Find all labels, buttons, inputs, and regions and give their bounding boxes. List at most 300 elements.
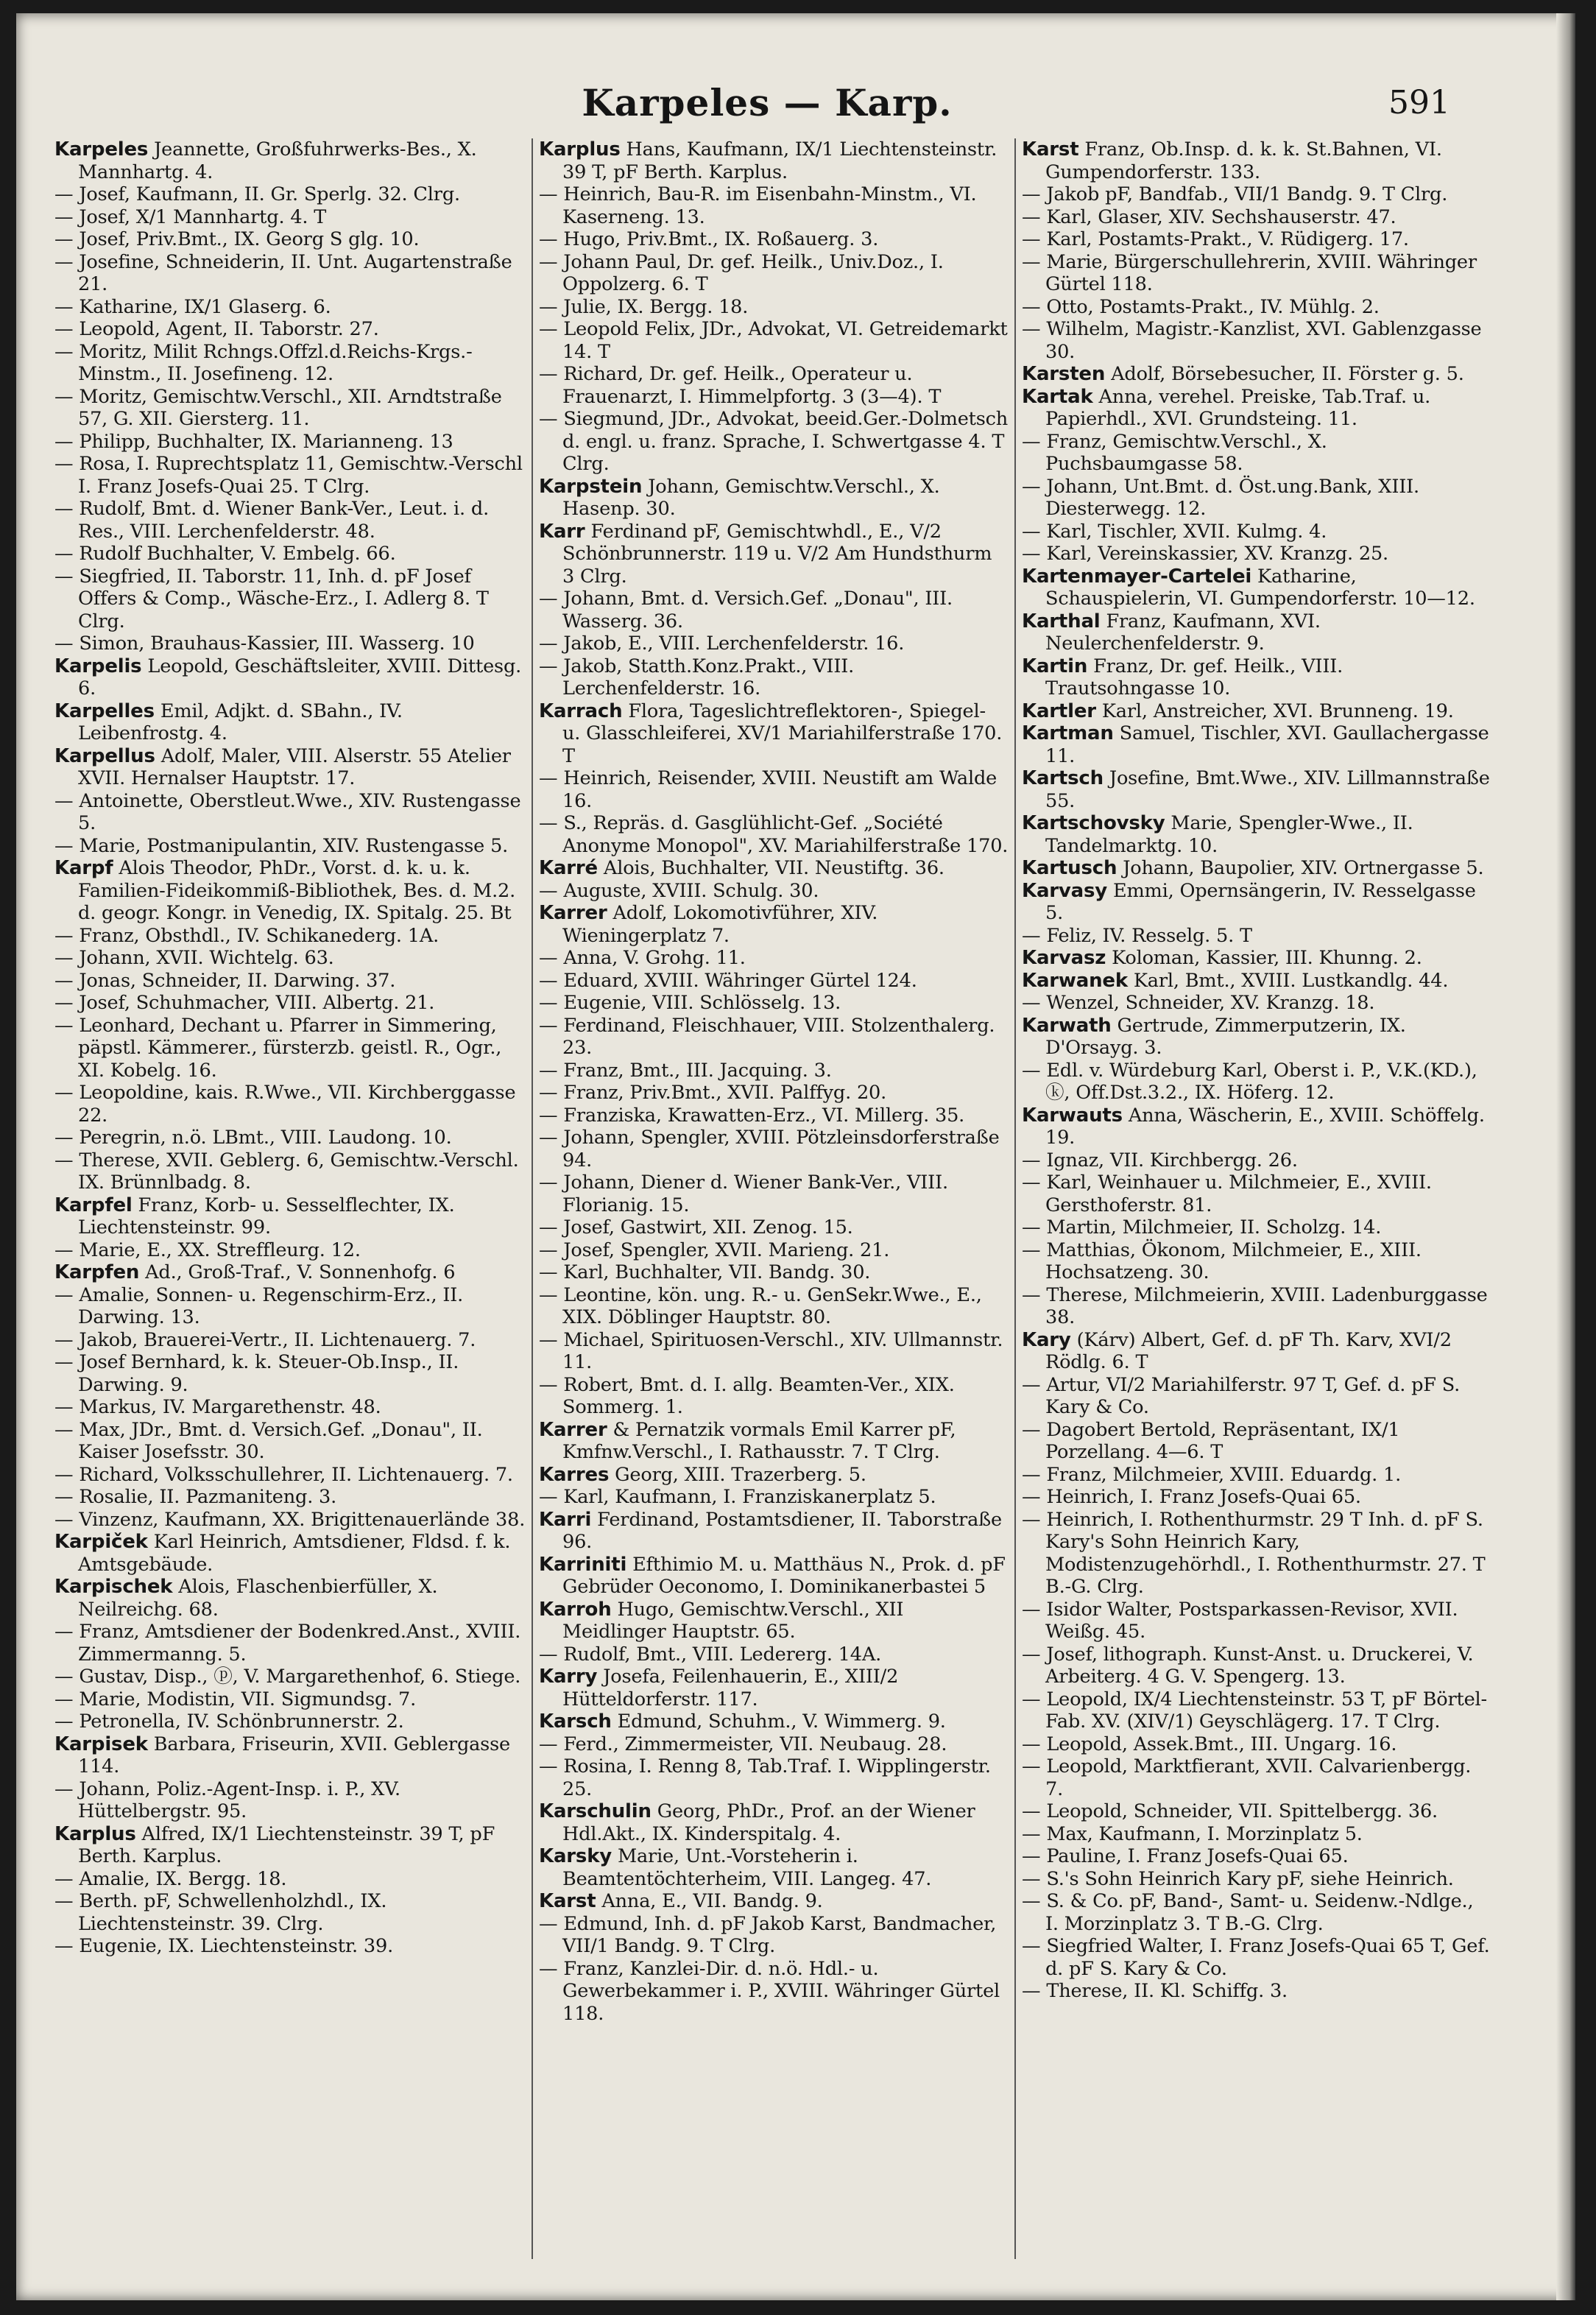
directory-entry bbox=[539, 1464, 1009, 1487]
entry-details: Emmi, Opernsängerin, IV. Resselgasse 5. bbox=[1045, 879, 1476, 924]
directory-entry bbox=[1022, 1890, 1491, 1935]
entry-details: Anna, E., VII. Bandg. 9. bbox=[596, 1890, 823, 1912]
entry-surname: Kartusch bbox=[1022, 857, 1117, 879]
directory-entry bbox=[539, 408, 1009, 476]
entry-details: Alfred, IX/1 Liechtensteinstr. 39 T, pF Berth. Karplus. bbox=[78, 1822, 495, 1867]
directory-entry bbox=[54, 745, 526, 790]
directory-entry bbox=[1022, 476, 1491, 521]
entry-details: — Josef, Spengler, XVII. Marieng. 21. bbox=[539, 1238, 890, 1261]
directory-entry bbox=[1022, 543, 1491, 565]
entry-details: — Josefine, Schneiderin, II. Unt. Augartenstraße 21. bbox=[54, 250, 512, 295]
entry-details: — Max, JDr., Bmt. d. Versich.Gef. „Donau", II. Kaiser Josefsstr. 30. bbox=[54, 1418, 483, 1463]
directory-entry bbox=[539, 1216, 1009, 1239]
directory-entry bbox=[1022, 183, 1491, 206]
directory-entry bbox=[539, 318, 1009, 363]
entry-details: — Josef, Priv.Bmt., IX. Georg S glg. 10. bbox=[54, 228, 420, 250]
entry-details: Flora, Tageslichtreflektoren-, Spiegel- u. Glasschleiferei, XV/1 Mariahilferstraße 170. T bbox=[562, 700, 1003, 767]
directory-entry bbox=[539, 1958, 1009, 2026]
directory-entry bbox=[54, 251, 526, 296]
directory-entry bbox=[539, 1284, 1009, 1329]
directory-entry bbox=[1022, 296, 1491, 319]
entry-surname: Karvasz bbox=[1022, 947, 1106, 969]
entry-details: — Heinrich, Bau-R. im Eisenbahn-Minstm., VI. Kaserneng. 13. bbox=[539, 183, 977, 228]
directory-entry bbox=[539, 1127, 1009, 1171]
entry-surname: Karrach bbox=[539, 700, 623, 722]
entry-details: — Moritz, Gemischtw.Verschl., XII. Arndtstraße 57, G. XII. Giersterg. 11. bbox=[54, 385, 502, 430]
entry-details: — Siegfried Walter, I. Franz Josefs-Quai 65 T, Gef. d. pF S. Kary & Co. bbox=[1022, 1935, 1490, 1980]
directory-entry bbox=[539, 1015, 1009, 1060]
entry-surname: Karrer bbox=[539, 1418, 607, 1441]
entry-details: Emil, Adjkt. d. SBahn., IV. Leibenfrostg. 4. bbox=[78, 700, 403, 744]
directory-entry bbox=[54, 857, 526, 925]
entry-details: Ad., Groß-Traf., V. Sonnenhofg. 6 bbox=[139, 1261, 456, 1283]
entry-details: — Marie, E., XX. Streffleurg. 12. bbox=[54, 1238, 361, 1261]
entry-details: — Marie, Postmanipulantin, XIV. Rustengasse 5. bbox=[54, 834, 509, 857]
entry-details: — Leopold Felix, JDr., Advokat, VI. Getreidemarkt 14. T bbox=[539, 318, 1008, 363]
entry-surname: Karriniti bbox=[539, 1553, 627, 1576]
entry-details: — Jakob, E., VIII. Lerchenfelderstr. 16. bbox=[539, 633, 905, 655]
entry-details: Karl, Anstreicher, XVI. Brunneng. 19. bbox=[1095, 700, 1454, 722]
directory-entry bbox=[54, 700, 526, 745]
entry-details: Franz, Ob.Insp. d. k. k. St.Bahnen, VI. Gumpendorferstr. 133. bbox=[1045, 138, 1442, 183]
entry-details: Karl, Bmt., XVIII. Lustkandlg. 44. bbox=[1127, 969, 1449, 992]
directory-entry bbox=[539, 1374, 1009, 1419]
entry-surname: Karsch bbox=[539, 1710, 612, 1733]
entry-details: — Wilhelm, Magistr.-Kanzlist, XVI. Gablenzgasse 30. bbox=[1022, 318, 1482, 363]
entry-details: — Ferd., Zimmermeister, VII. Neubaug. 28. bbox=[539, 1733, 947, 1755]
directory-entry bbox=[54, 1868, 526, 1891]
entry-details: — Jakob, Brauerei-Vertr., II. Lichtenauerg. 7. bbox=[54, 1328, 476, 1351]
entry-details: — Philipp, Buchhalter, IX. Marianneng. 13 bbox=[54, 430, 453, 453]
directory-entry bbox=[1022, 1643, 1491, 1688]
entry-surname: Kartin bbox=[1022, 655, 1088, 677]
entry-details: — Franz, Milchmeier, XVIII. Eduardg. 1. bbox=[1022, 1463, 1402, 1486]
entry-details: — Artur, VI/2 Mariahilferstr. 97 T, Gef. d. pF S. Kary & Co. bbox=[1022, 1373, 1461, 1418]
entry-details: — Anna, V. Grohg. 11. bbox=[539, 947, 746, 969]
directory-entry bbox=[54, 1778, 526, 1823]
entry-details: — Heinrich, I. Franz Josefs-Quai 65. bbox=[1022, 1486, 1361, 1508]
directory-entry bbox=[1022, 1419, 1491, 1464]
entry-surname: Karst bbox=[539, 1890, 596, 1912]
entry-details: — Marie, Modistin, VII. Sigmundsg. 7. bbox=[54, 1688, 417, 1710]
directory-entry bbox=[1022, 992, 1491, 1015]
entry-surname: Karry bbox=[539, 1666, 598, 1688]
entry-details: — Johann, Spengler, XVIII. Pötzleinsdorferstraße 94. bbox=[539, 1127, 1000, 1171]
directory-entry bbox=[1022, 1060, 1491, 1104]
directory-entry bbox=[54, 1329, 526, 1352]
entry-surname: Karthal bbox=[1022, 610, 1101, 633]
page-header-title: Karpeles — Karp. bbox=[582, 81, 953, 124]
directory-entry bbox=[1022, 1104, 1491, 1149]
entry-surname: Karr bbox=[539, 520, 585, 543]
entry-details: — Karl, Weinhauer u. Milchmeier, E., XVIII. Gersthoferstr. 81. bbox=[1022, 1171, 1432, 1216]
directory-entry bbox=[54, 386, 526, 431]
entry-surname: Kartler bbox=[1022, 700, 1096, 722]
entry-details: — Josef, Gastwirt, XII. Zenog. 15. bbox=[539, 1216, 853, 1238]
entry-details: Alois Theodor, PhDr., Vorst. d. k. u. k. Familien-Fideikommiß-Bibliothek, Bes. d. M.2. d. geogr. Kongr. in Venedig, IX. Spitalg. 25. Bt bbox=[78, 857, 516, 924]
entry-surname: Karri bbox=[539, 1508, 592, 1531]
entry-details: Adolf, Börsebesucher, II. Förster g. 5. bbox=[1105, 363, 1464, 385]
entry-details: Ferdinand, Postamtsdiener, II. Taborstraße 96. bbox=[562, 1508, 1002, 1553]
entry-details: (Kárv) Albert, Gef. d. pF Th. Karv, XVI/2 Rödlg. 6. T bbox=[1045, 1328, 1452, 1373]
directory-entry bbox=[1022, 1149, 1491, 1172]
directory-entry bbox=[1022, 1239, 1491, 1284]
directory-entry bbox=[1022, 1509, 1491, 1599]
entry-details: Barbara, Friseurin, XVII. Geblergasse 114. bbox=[78, 1733, 510, 1777]
directory-entry bbox=[1022, 925, 1491, 948]
entry-details: — Richard, Dr. gef. Heilk., Operateur u. Frauenarzt, I. Himmelpfortg. 3 (3—4). T bbox=[539, 363, 942, 408]
entry-surname: Karpfen bbox=[54, 1261, 140, 1283]
directory-entry bbox=[54, 1127, 526, 1149]
entry-details: — Johann, Bmt. d. Versich.Gef. „Donau", III. Wasserg. 36. bbox=[539, 588, 953, 633]
entry-details: — Ignaz, VII. Kirchbergg. 26. bbox=[1022, 1149, 1298, 1171]
entry-details: — Rudolf, Bmt. d. Wiener Bank-Ver., Leut. i. d. Res., VIII. Lerchenfelderstr. 48. bbox=[54, 498, 490, 543]
entry-surname: Kartsch bbox=[1022, 767, 1104, 789]
entry-surname: Kartak bbox=[1022, 385, 1093, 408]
directory-entry bbox=[1022, 251, 1491, 296]
entry-surname: Karpstein bbox=[539, 475, 643, 498]
entry-details: Gertrude, Zimmerputzerin, IX. D'Orsayg. 3. bbox=[1045, 1014, 1406, 1059]
entry-details: Katharine, Schauspielerin, VI. Gumpendorferstr. 10—12. bbox=[1045, 565, 1475, 610]
entry-details: — Robert, Bmt. d. I. allg. Beamten-Ver., XIX. Sommerg. 1. bbox=[539, 1373, 955, 1418]
directory-entry bbox=[1022, 1845, 1491, 1868]
directory-entry bbox=[54, 1621, 526, 1666]
directory-entry bbox=[539, 633, 1009, 655]
entry-details: — S.'s Sohn Heinrich Kary pF, siehe Heinrich. bbox=[1022, 1867, 1454, 1890]
entry-details: & Pernatzik vormals Emil Karrer pF, Kmfnw.Verschl., I. Rathausstr. 7. T Clrg. bbox=[562, 1418, 956, 1463]
directory-entry bbox=[539, 1755, 1009, 1800]
directory-entry bbox=[54, 1015, 526, 1082]
directory-entry bbox=[539, 1104, 1009, 1127]
directory-entry bbox=[54, 1688, 526, 1711]
page-edge bbox=[1556, 13, 1575, 2300]
entry-surname: Karst bbox=[1022, 138, 1079, 161]
entry-details: — Amalie, Sonnen- u. Regenschirm-Erz., II. Darwing. 13. bbox=[54, 1283, 464, 1328]
entry-details: — Franz, Priv.Bmt., XVII. Palffyg. 20. bbox=[539, 1082, 887, 1104]
entry-details: Anna, verehel. Preiske, Tab.Traf. u. Papierhdl., XVI. Grundsteing. 11. bbox=[1045, 385, 1431, 430]
entry-details: — Karl, Vereinskassier, XV. Kranzg. 25. bbox=[1022, 543, 1388, 565]
directory-entry bbox=[1022, 947, 1491, 970]
directory-entry bbox=[539, 902, 1009, 947]
entry-details: — Matthias, Ökonom, Milchmeier, E., XIII. Hochsatzeng. 30. bbox=[1022, 1238, 1422, 1283]
entry-details: — Berth. pF, Schwellenholzhdl., IX. Liechtensteinstr. 39. Clrg. bbox=[54, 1890, 387, 1935]
entry-details: — Karl, Postamts-Prakt., V. Rüdigerg. 17. bbox=[1022, 228, 1409, 250]
directory-entry bbox=[1022, 1823, 1491, 1846]
entry-details: — Franz, Gemischtw.Verschl., X. Puchsbaumgasse 58. bbox=[1022, 430, 1327, 475]
entry-details: — Ferdinand, Fleischhauer, VIII. Stolzenthalerg. 23. bbox=[539, 1014, 995, 1059]
entry-details: Edmund, Schuhm., V. Wimmerg. 9. bbox=[611, 1710, 946, 1733]
directory-entry bbox=[1022, 1733, 1491, 1756]
directory-entry bbox=[539, 1082, 1009, 1104]
entry-details: — Rudolf Buchhalter, V. Embelg. 66. bbox=[54, 543, 396, 565]
entry-surname: Karpf bbox=[54, 857, 113, 879]
entry-details: Johann, Gemischtw.Verschl., X. Hasenp. 30. bbox=[562, 475, 940, 520]
directory-entry bbox=[1022, 318, 1491, 363]
directory-entry bbox=[539, 296, 1009, 319]
directory-entry bbox=[1022, 1688, 1491, 1733]
entry-details: — Therese, II. Kl. Schiffg. 3. bbox=[1022, 1980, 1288, 2002]
entry-details: — Eugenie, IX. Liechtensteinstr. 39. bbox=[54, 1935, 394, 1957]
entry-details: Georg, PhDr., Prof. an der Wiener Hdl.Akt., IX. Kinderspitalg. 4. bbox=[562, 1800, 975, 1845]
entry-details: — Markus, IV. Margarethenstr. 48. bbox=[54, 1396, 381, 1418]
entry-surname: Karroh bbox=[539, 1598, 612, 1621]
entry-details: Adolf, Maler, VIII. Alserstr. 55 Atelier XVII. Hernalser Hauptstr. 17. bbox=[78, 744, 511, 789]
directory-entry bbox=[539, 1554, 1009, 1599]
page-number: 591 bbox=[1388, 84, 1450, 121]
directory-entry bbox=[54, 341, 526, 386]
entry-surname: Kary bbox=[1022, 1328, 1071, 1351]
column-right bbox=[1014, 138, 1497, 2259]
entry-details: — Siegmund, JDr., Advokat, beeid.Ger.-Dolmetsch d. engl. u. franz. Sprache, I. Schwertgasse 4. T Clrg. bbox=[539, 408, 1009, 475]
directory-entry bbox=[539, 1509, 1009, 1554]
entry-details: — Leopold, Assek.Bmt., III. Ungarg. 16. bbox=[1022, 1733, 1397, 1755]
entry-details: — Pauline, I. Franz Josefs-Quai 65. bbox=[1022, 1845, 1349, 1867]
entry-details: — Feliz, IV. Resselg. 5. T bbox=[1022, 924, 1252, 947]
directory-entry bbox=[539, 1800, 1009, 1845]
directory-entry bbox=[54, 655, 526, 700]
entry-details: — Karl, Buchhalter, VII. Bandg. 30. bbox=[539, 1261, 871, 1283]
entry-details: — Auguste, XVIII. Schulg. 30. bbox=[539, 879, 819, 902]
directory-entry bbox=[1022, 521, 1491, 543]
entry-details: — Heinrich, I. Rothenthurmstr. 29 T Inh. d. pF S. Kary's Sohn Heinrich Kary, Modistenzugehörhdl., I. Rothenthurmstr. 27. T B.-G. Clrg. bbox=[1022, 1508, 1486, 1598]
entry-details: — Leopold, Schneider, VII. Spittelbergg. 36. bbox=[1022, 1800, 1438, 1822]
directory-entry bbox=[54, 992, 526, 1015]
directory-entry bbox=[1022, 812, 1491, 857]
entry-details: — Franziska, Krawatten-Erz., VI. Millerg. 35. bbox=[539, 1104, 965, 1127]
entry-surname: Karres bbox=[539, 1463, 610, 1486]
directory-entry bbox=[54, 1464, 526, 1487]
directory-entry bbox=[54, 1284, 526, 1329]
entry-details: — Josef Bernhard, k. k. Steuer-Ob.Insp., II. Darwing. 9. bbox=[54, 1351, 459, 1396]
directory-entry bbox=[539, 1890, 1009, 1913]
entry-details: — Wenzel, Schneider, XV. Kranzg. 18. bbox=[1022, 992, 1375, 1014]
entry-details: Adolf, Lokomotivführer, XIV. Wieningerplatz 7. bbox=[562, 902, 878, 947]
entry-details: — Edmund, Inh. d. pF Jakob Karst, Bandmacher, VII/1 Bandg. 9. T Clrg. bbox=[539, 1912, 997, 1957]
directory-entry bbox=[1022, 1599, 1491, 1643]
entry-details: — Peregrin, n.ö. LBmt., VIII. Laudong. 10. bbox=[54, 1127, 452, 1149]
directory-entry bbox=[539, 251, 1009, 296]
directory-entry bbox=[1022, 767, 1491, 812]
entry-details: Jeannette, Großfuhrwerks-Bes., X. Mannhartg. 4. bbox=[78, 138, 477, 183]
column-middle bbox=[532, 138, 1014, 2259]
directory-entry bbox=[539, 857, 1009, 880]
directory-entry bbox=[539, 1733, 1009, 1756]
directory-entry bbox=[1022, 857, 1491, 880]
directory-entry bbox=[1022, 700, 1491, 723]
entry-surname: Kartenmayer-Cartelei bbox=[1022, 565, 1252, 588]
directory-entry bbox=[1022, 880, 1491, 925]
directory-entry bbox=[54, 835, 526, 858]
directory-entry bbox=[54, 1351, 526, 1396]
entry-surname: Karpiček bbox=[54, 1531, 148, 1553]
directory-entry bbox=[1022, 1755, 1491, 1800]
directory-entry bbox=[54, 1194, 526, 1239]
directory-entry bbox=[539, 1060, 1009, 1082]
directory-entry bbox=[539, 138, 1009, 183]
entry-details: Marie, Unt.-Vorsteherin i. Beamtentöchterheim, VIII. Langeg. 47. bbox=[562, 1845, 932, 1890]
entry-details: — Johann, Poliz.-Agent-Insp. i. P., XV. Hüttelbergstr. 95. bbox=[54, 1777, 400, 1822]
directory-entry bbox=[54, 183, 526, 206]
directory-entry bbox=[54, 1396, 526, 1419]
directory-entry bbox=[539, 1486, 1009, 1509]
directory-entry bbox=[54, 228, 526, 251]
entry-surname: Karpellus bbox=[54, 744, 155, 767]
entry-surname: Karrer bbox=[539, 902, 607, 924]
entry-details: — Karl, Glaser, XIV. Sechshauserstr. 47. bbox=[1022, 205, 1396, 228]
directory-entry bbox=[1022, 1284, 1491, 1329]
entry-details: — Franz, Bmt., III. Jacquing. 3. bbox=[539, 1059, 832, 1082]
directory-entry bbox=[1022, 1935, 1491, 1980]
directory-entry bbox=[54, 1531, 526, 1576]
entry-details: — Max, Kaufmann, I. Morzinplatz 5. bbox=[1022, 1822, 1363, 1845]
directory-entry bbox=[54, 1261, 526, 1284]
entry-details: Josefine, Bmt.Wwe., XIV. Lillmannstraße 55. bbox=[1045, 767, 1490, 812]
directory-entry bbox=[539, 521, 1009, 588]
directory-entry bbox=[54, 1576, 526, 1621]
entry-surname: Karpelles bbox=[54, 700, 155, 722]
entry-details: — Dagobert Bertold, Repräsentant, IX/1 Porzellang. 4—6. T bbox=[1022, 1418, 1400, 1463]
directory-entry bbox=[54, 925, 526, 948]
entry-details: Franz, Korb- u. Sesselflechter, IX. Liechtensteinstr. 99. bbox=[78, 1194, 455, 1238]
entry-details: — S. & Co. pF, Band-, Samt- u. Seidenw.-Ndlge., I. Morzinplatz 3. T B.-G. Clrg. bbox=[1022, 1890, 1474, 1935]
directory-entry bbox=[539, 812, 1009, 857]
directory-entry bbox=[539, 970, 1009, 993]
entry-details: — Rosa, I. Ruprechtsplatz 11, Gemischtw.-Verschl I. Franz Josefs-Quai 25. T Clrg. bbox=[54, 453, 523, 498]
entry-details: — Hugo, Priv.Bmt., IX. Roßauerg. 3. bbox=[539, 228, 879, 250]
directory-entry bbox=[539, 1643, 1009, 1666]
entry-details: — Leontine, kön. ung. R.- u. GenSekr.Wwe., E., XIX. Döblinger Hauptstr. 80. bbox=[539, 1283, 982, 1328]
directory-entry bbox=[539, 700, 1009, 768]
entry-details: Karl Heinrich, Amtsdiener, Fldsd. f. k. Amtsgebäude. bbox=[78, 1531, 511, 1576]
directory-entry bbox=[1022, 1329, 1491, 1374]
directory-entry bbox=[539, 228, 1009, 251]
directory-entry bbox=[1022, 138, 1491, 183]
entry-details: — Franz, Obsthdl., IV. Schikanederg. 1A. bbox=[54, 924, 439, 947]
directory-entry bbox=[54, 970, 526, 993]
entry-details: Ferdinand pF, Gemischtwhdl., E., V/2 Schönbrunnerstr. 119 u. V/2 Am Hundsthurm 3 Clrg. bbox=[562, 520, 992, 588]
directory-entry bbox=[54, 1509, 526, 1532]
entry-details: — Simon, Brauhaus-Kassier, III. Wasserg. 10 bbox=[54, 633, 475, 655]
entry-surname: Karwanek bbox=[1022, 969, 1128, 992]
entry-details: Hugo, Gemischtw.Verschl., XII Meidlinger Hauptstr. 65. bbox=[562, 1598, 904, 1643]
entry-details: Franz, Kaufmann, XVI. Neulerchenfelderstr. 9. bbox=[1045, 610, 1321, 655]
entry-details: — Moritz, Milit Rchngs.Offzl.d.Reichs-Krgs.-Minstm., II. Josefineng. 12. bbox=[54, 340, 473, 385]
directory-entry bbox=[54, 1082, 526, 1127]
directory-entry bbox=[539, 476, 1009, 521]
directory-entry bbox=[54, 1733, 526, 1778]
directory-entry bbox=[54, 1935, 526, 1958]
entry-details: — Therese, Milchmeierin, XVIII. Ladenburggasse 38. bbox=[1022, 1283, 1488, 1328]
entry-surname: Karpelis bbox=[54, 655, 142, 677]
entry-details: — Edl. v. Würdeburg Karl, Oberst i. P., V.K.(KD.), ⓚ, Off.Dst.3.2., IX. Höferg. 12. bbox=[1022, 1059, 1477, 1104]
entry-details: — Martin, Milchmeier, II. Scholzg. 14. bbox=[1022, 1216, 1382, 1238]
entry-details: — Michael, Spirituosen-Verschl., XIV. Ullmannstr. 11. bbox=[539, 1328, 1003, 1373]
entry-details: — Johann, XVII. Wichtelg. 63. bbox=[54, 947, 334, 969]
entry-surname: Karwauts bbox=[1022, 1104, 1123, 1127]
entry-details: Alois, Flaschenbierfüller, X. Neilreichg. 68. bbox=[78, 1576, 438, 1621]
entry-surname: Karplus bbox=[539, 138, 621, 161]
entry-surname: Kartschovsky bbox=[1022, 812, 1165, 834]
directory-entry bbox=[539, 1845, 1009, 1890]
entry-details: — Heinrich, Reisender, XVIII. Neustift am Walde 16. bbox=[539, 767, 998, 812]
directory-entry bbox=[539, 880, 1009, 903]
directory-entry bbox=[1022, 1868, 1491, 1891]
entry-details: — Jakob pF, Bandfab., VII/1 Bandg. 9. T Clrg. bbox=[1022, 183, 1448, 205]
directory-entry bbox=[539, 183, 1009, 228]
entry-details: — Jonas, Schneider, II. Darwing. 37. bbox=[54, 969, 396, 992]
entry-details: Marie, Spengler-Wwe., II. Tandelmarktg. 10. bbox=[1045, 812, 1413, 857]
entry-details: — Katharine, IX/1 Glaserg. 6. bbox=[54, 295, 331, 318]
entry-details: — Julie, IX. Bergg. 18. bbox=[539, 295, 749, 318]
directory-entry bbox=[54, 431, 526, 454]
directory-entry bbox=[54, 947, 526, 970]
entry-details: — Rudolf, Bmt., VIII. Ledererg. 14A. bbox=[539, 1643, 882, 1666]
entry-details: — Leopold, Agent, II. Taborstr. 27. bbox=[54, 318, 379, 340]
directory-entry bbox=[1022, 610, 1491, 655]
directory-entry bbox=[539, 1261, 1009, 1284]
directory-entry bbox=[539, 655, 1009, 700]
entry-details: — Josef, X/1 Mannhartg. 4. T bbox=[54, 205, 327, 228]
directory-entry bbox=[539, 992, 1009, 1015]
entry-details: — Leopold, Marktfierant, XVII. Calvarienbergg. 7. bbox=[1022, 1755, 1472, 1800]
directory-entry bbox=[1022, 386, 1491, 431]
directory-entry bbox=[1022, 1374, 1491, 1419]
entry-details: — S., Repräs. d. Gasglühlicht-Gef. „Société Anonyme Monopol", XV. Mariahilferstraße 170. bbox=[539, 812, 1009, 857]
entry-details: Alois, Buchhalter, VII. Neustiftg. 36. bbox=[597, 857, 944, 879]
directory-entry bbox=[54, 1239, 526, 1262]
entry-details: — Johann, Unt.Bmt. d. Öst.ung.Bank, XIII. Diesterwegg. 12. bbox=[1022, 475, 1419, 520]
directory-entry bbox=[54, 1486, 526, 1509]
directory-entry bbox=[539, 363, 1009, 408]
directory-entry bbox=[54, 453, 526, 498]
entry-details: Johann, Baupolier, XIV. Ortnergasse 5. bbox=[1117, 857, 1484, 879]
entry-details: Samuel, Tischler, XVI. Gaullachergasse 11. bbox=[1045, 722, 1489, 767]
directory-entry bbox=[54, 206, 526, 229]
column-left bbox=[49, 138, 532, 2259]
entry-surname: Karwath bbox=[1022, 1014, 1112, 1037]
directory-entry bbox=[54, 1149, 526, 1194]
directory-entry bbox=[1022, 722, 1491, 767]
entry-details: — Josef, lithograph. Kunst-Anst. u. Druckerei, V. Arbeiterg. 4 G. V. Spengerg. 13. bbox=[1022, 1643, 1474, 1688]
directory-entry bbox=[54, 1890, 526, 1935]
entry-details: — Johann Paul, Dr. gef. Heilk., Univ.Doz., I. Oppolzerg. 6. T bbox=[539, 250, 944, 295]
entry-details: — Antoinette, Oberstleut.Wwe., XIV. Rustengasse 5. bbox=[54, 789, 521, 834]
directory-entry bbox=[539, 1171, 1009, 1216]
entry-details: — Johann, Diener d. Wiener Bank-Ver., VIII. Florianig. 15. bbox=[539, 1171, 948, 1216]
directory-entry bbox=[54, 296, 526, 319]
entry-details: — Amalie, IX. Bergg. 18. bbox=[54, 1867, 287, 1890]
entry-details: — Petronella, IV. Schönbrunnerstr. 2. bbox=[54, 1710, 404, 1733]
entry-details: Anna, Wäscherin, E., XVIII. Schöffelg. 19. bbox=[1045, 1104, 1485, 1149]
entry-surname: Karsten bbox=[1022, 363, 1106, 385]
directory-entry bbox=[539, 1599, 1009, 1643]
directory-entry bbox=[1022, 1464, 1491, 1487]
directory-entry bbox=[1022, 206, 1491, 229]
entry-details: — Franz, Amtsdiener der Bodenkred.Anst., XVIII. Zimmermanng. 5. bbox=[54, 1621, 521, 1666]
directory-entry bbox=[1022, 1486, 1491, 1509]
directory-entry bbox=[1022, 228, 1491, 251]
entry-details: — Rosalie, II. Pazmaniteng. 3. bbox=[54, 1486, 337, 1508]
entry-details: — Rosina, I. Renng 8, Tab.Traf. I. Wipplingerstr. 25. bbox=[539, 1755, 991, 1800]
entry-surname: Karplus bbox=[54, 1822, 136, 1845]
entry-surname: Karvasy bbox=[1022, 879, 1108, 902]
entry-surname: Kartman bbox=[1022, 722, 1114, 744]
directory-entry bbox=[54, 1666, 526, 1688]
directory-entry bbox=[54, 1419, 526, 1464]
directory-entry bbox=[539, 767, 1009, 812]
entry-details: — Eugenie, VIII. Schlösselg. 13. bbox=[539, 992, 841, 1014]
entry-surname: Karré bbox=[539, 857, 598, 879]
